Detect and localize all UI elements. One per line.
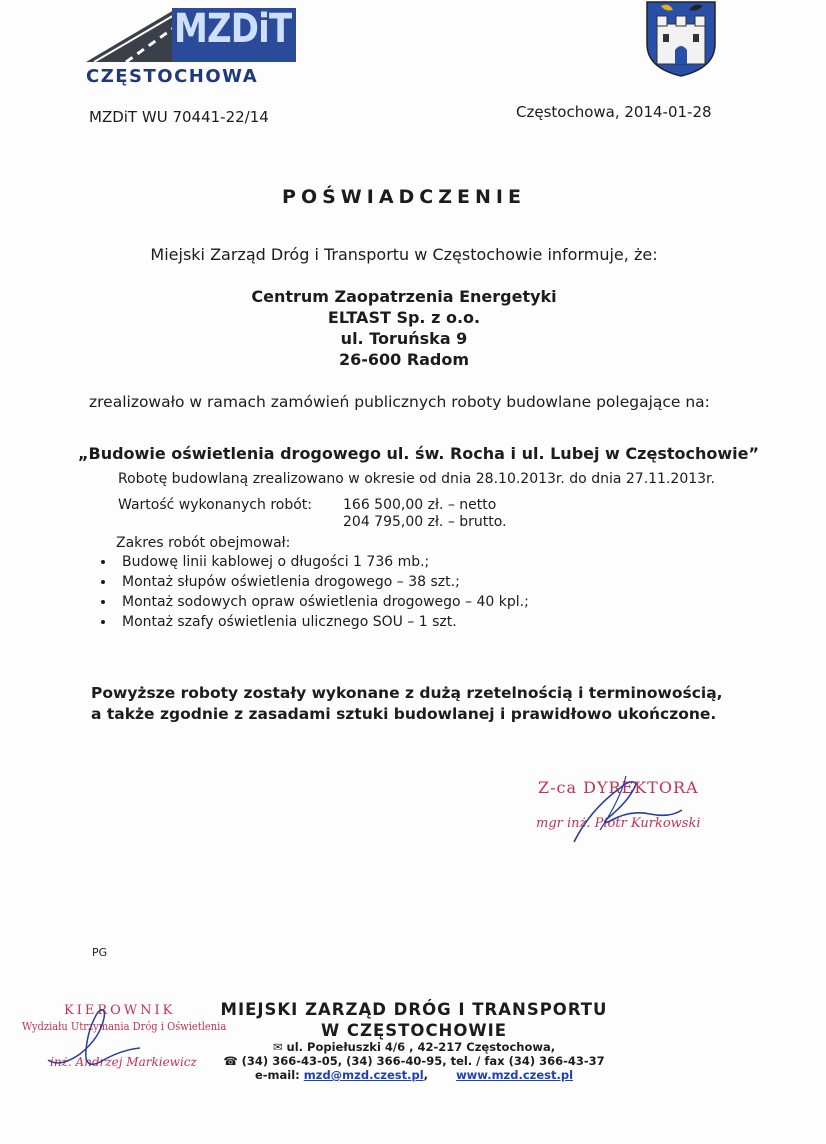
manager-name-stamp: inż. Andrzej Markiewicz [50,1055,197,1069]
value-net: 166 500,00 zł. – netto [343,497,497,513]
recipient-street: ul. Toruńska 9 [340,329,468,348]
footer-contact: e-mail: mzd@mzd.czest.pl, www.mzd.czest.pl [254,1068,574,1082]
list-item: • Montaż szafy oświetlenia ulicznego SOU – 1 szt. [116,612,529,632]
realized-text: zrealizowało w ramach zamówień publicznych roboty budowlane polegające na: [89,393,710,411]
closing-line-1: Powyższe roboty zostały wykonane z dużą rzetelnością i terminowością, [91,684,723,702]
recipient-name-line2: ELTAST Sp. z o.o. [327,308,481,327]
director-signature-icon [560,770,690,850]
mzdit-logo [86,6,296,88]
document-date: Częstochowa, 2014-01-28 [516,103,712,121]
scope-label: Zakres robót obejmował: [116,535,291,551]
closing-line-2: a także zgodnie z zasadami sztuki budowlanej i prawidłowo ukończone. [91,705,717,723]
project-title: „Budowie oświetlenia drogowego ul. św. Rocha i ul. Lubej w Częstochowie” [78,444,759,463]
recipient-address [0,286,808,370]
recipient-name-line1: Centrum Zaopatrzenia Energetyki [251,287,557,306]
logo-city: CZĘSTOCHOWA [86,66,259,87]
manager-title-stamp: KIEROWNIK [64,1003,176,1018]
value-gross: 204 795,00 zł. – brutto. [343,514,507,530]
footer-phones: ☎ (34) 366-43-05, (34) 366-40-95, tel. / fax (34) 366-43-37 [223,1054,605,1068]
list-item: • Montaż słupów oświetlenia drogowego – 38 szt.; [116,572,529,592]
website-link[interactable]: www.mzd.czest.pl [456,1068,574,1082]
city-crest-icon [643,0,719,78]
recipient-city: 26-600 Radom [338,350,470,369]
director-title-stamp: Z-ca DYREKTORA [538,778,699,797]
footer-org-line1: MIEJSKI ZARZĄD DRÓG I TRANSPORTU [220,1000,608,1019]
footer-address: ✉ ul. Popiełuszki 4/6 , 42-217 Częstochowa, [272,1040,556,1054]
footer-org-line2: W CZĘSTOCHOWIE [320,1021,507,1040]
director-name-stamp: mgr inż. Piotr Kurkowski [536,816,701,831]
intro-text: Miejski Zarząd Dróg i Transportu w Częstochowie informuje, że: [150,245,658,264]
value-label: Wartość wykonanych robót: [118,497,312,513]
period-text: Robotę budowlaną zrealizowano w okresie od dnia 28.10.2013r. do dnia 27.11.2013r. [118,471,715,487]
author-initials: PG [92,946,108,959]
document-reference: MZDiT WU 70441-22/14 [89,108,269,126]
footer-organization [0,999,808,1041]
logo-wordmark: MZDiT [174,6,292,52]
list-item: • Budowę linii kablowej o długości 1 736 mb.; [116,552,529,572]
email-link[interactable]: mzd@mzd.czest.pl [303,1068,424,1082]
email-label: e-mail: [254,1068,300,1082]
list-item: • Montaż sodowych opraw oświetlenia drogowego – 40 kpl.; [116,592,529,612]
manager-department-stamp: Wydziału Utrzymania Dróg i Oświetlenia [22,1020,227,1033]
scope-list [98,552,529,632]
document-title: POŚWIADCZENIE [282,186,526,208]
closing-statement [91,683,723,725]
